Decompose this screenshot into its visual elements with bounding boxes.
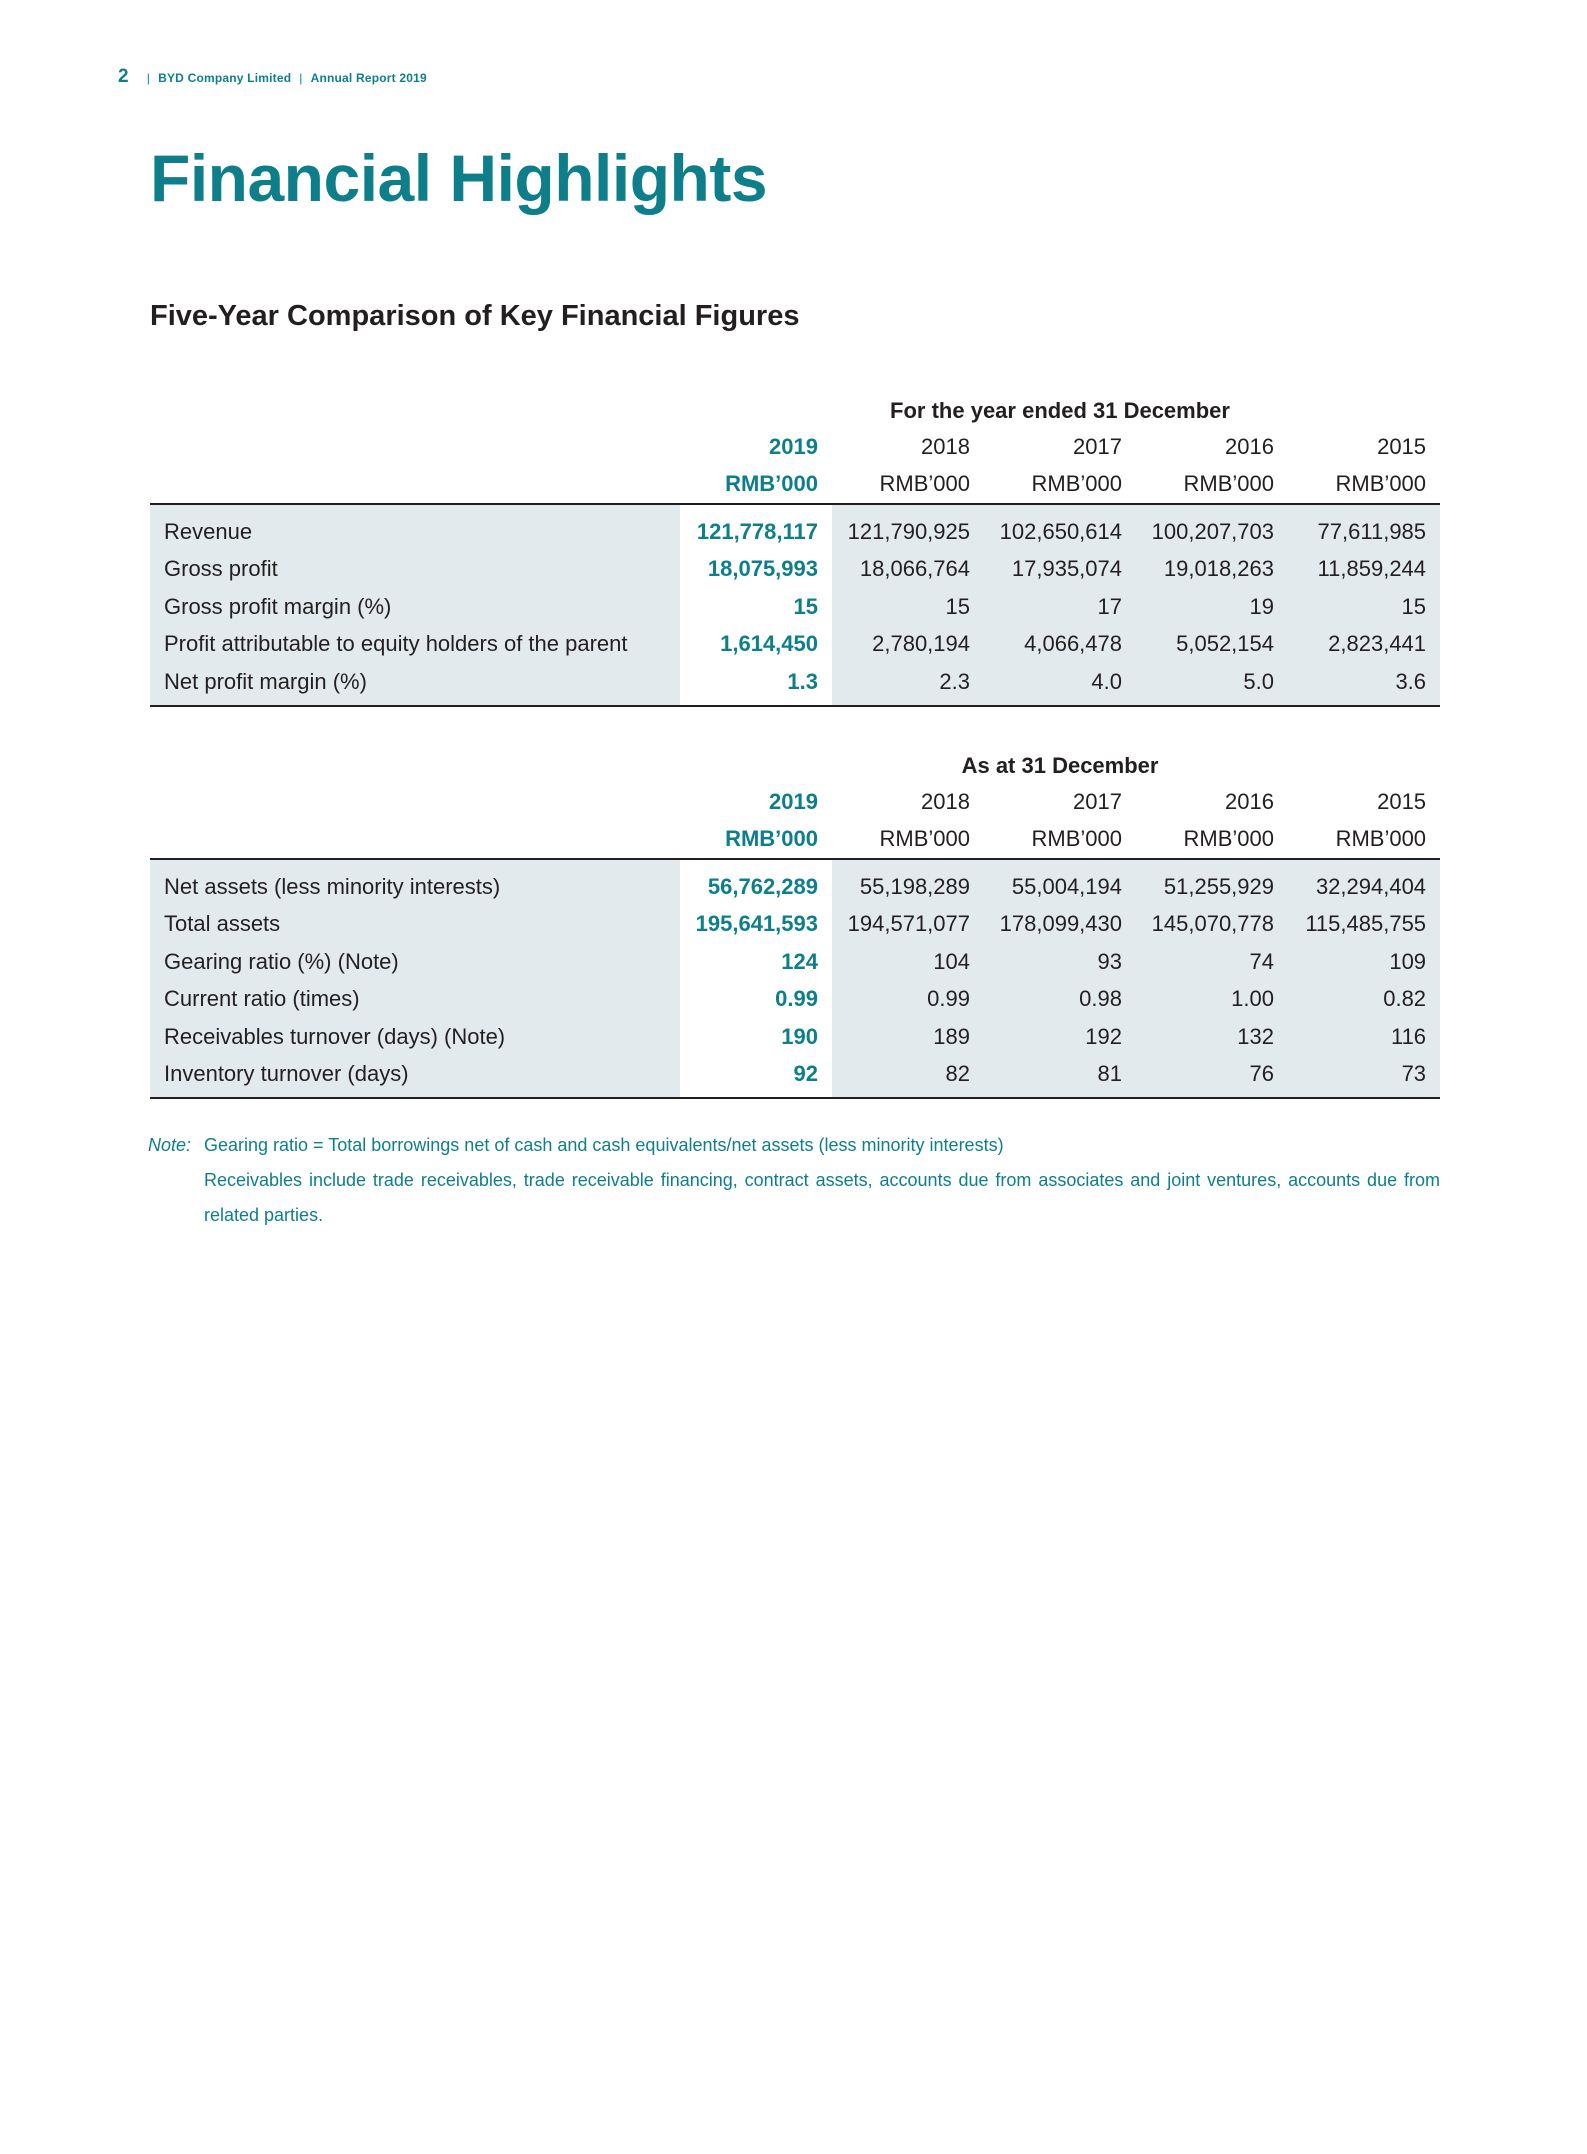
cell-value: 76 bbox=[1136, 1056, 1288, 1099]
unit-header: RMB’000 bbox=[1288, 820, 1440, 859]
cell-value: 93 bbox=[984, 943, 1136, 981]
cell-value: 190 bbox=[680, 1018, 832, 1056]
unit-header: RMB’000 bbox=[1288, 465, 1440, 504]
note-receivables: Receivables include trade receivables, trade receivable financing, contract assets, accounts due from associates and joint ventures, accounts due from related parties. bbox=[204, 1170, 1440, 1225]
cell-value: 192 bbox=[984, 1018, 1136, 1056]
cell-value: 115,485,755 bbox=[1288, 906, 1440, 944]
cell-value: 124 bbox=[680, 943, 832, 981]
cell-value: 56,762,289 bbox=[680, 859, 832, 906]
running-header bbox=[118, 66, 427, 88]
year-header: 2019 bbox=[769, 433, 818, 459]
cell-value: 100,207,703 bbox=[1136, 504, 1288, 551]
cell-value: 195,641,593 bbox=[680, 906, 832, 944]
table-row bbox=[150, 663, 1440, 706]
period-header-row bbox=[150, 380, 1440, 428]
cell-value: 1.3 bbox=[680, 663, 832, 706]
cell-value: 82 bbox=[832, 1056, 984, 1099]
cell-value: 1,614,450 bbox=[680, 626, 832, 664]
table-row bbox=[150, 551, 1440, 589]
cell-value: 109 bbox=[1288, 943, 1440, 981]
unit-header-row bbox=[150, 820, 1440, 859]
cell-value: 73 bbox=[1288, 1056, 1440, 1099]
cell-value: 15 bbox=[1288, 588, 1440, 626]
cell-value: 104 bbox=[832, 943, 984, 981]
cell-value: 2,780,194 bbox=[832, 626, 984, 664]
row-label: Gearing ratio (%) (Note) bbox=[150, 943, 680, 981]
header-divider: | bbox=[299, 71, 303, 85]
year-header: 2015 bbox=[1377, 788, 1427, 814]
note-body bbox=[204, 1128, 1440, 1233]
year-header: 2015 bbox=[1377, 433, 1427, 459]
cell-value: 32,294,404 bbox=[1288, 859, 1440, 906]
page-title: Financial Highlights bbox=[150, 141, 768, 215]
table-row bbox=[150, 1018, 1440, 1056]
income-table bbox=[150, 380, 1440, 707]
year-header: 2017 bbox=[1073, 433, 1122, 459]
period-header-row bbox=[150, 735, 1440, 783]
table-row bbox=[150, 906, 1440, 944]
cell-value: 17,935,074 bbox=[984, 551, 1136, 589]
cell-value: 74 bbox=[1136, 943, 1288, 981]
header-report: Annual Report 2019 bbox=[310, 71, 427, 85]
cell-value: 145,070,778 bbox=[1136, 906, 1288, 944]
year-header: 2016 bbox=[1225, 433, 1274, 459]
note-gearing-ratio: Gearing ratio = Total borrowings net of cash and cash equivalents/net assets (less minority interests) bbox=[204, 1135, 1004, 1155]
table-row bbox=[150, 626, 1440, 664]
year-header: 2019 bbox=[769, 788, 818, 814]
row-label: Gross profit bbox=[150, 551, 680, 589]
cell-value: 18,066,764 bbox=[832, 551, 984, 589]
cell-value: 189 bbox=[832, 1018, 984, 1056]
cell-value: 121,778,117 bbox=[680, 504, 832, 551]
year-header: 2018 bbox=[921, 433, 970, 459]
row-label: Revenue bbox=[150, 504, 680, 551]
year-header: 2016 bbox=[1225, 788, 1274, 814]
cell-value: 77,611,985 bbox=[1288, 504, 1440, 551]
cell-value: 5,052,154 bbox=[1136, 626, 1288, 664]
year-header: 2017 bbox=[1073, 788, 1122, 814]
cell-value: 55,004,194 bbox=[984, 859, 1136, 906]
row-label: Receivables turnover (days) (Note) bbox=[150, 1018, 680, 1056]
unit-header: RMB’000 bbox=[1136, 820, 1288, 859]
cell-value: 0.82 bbox=[1288, 981, 1440, 1019]
cell-value: 0.99 bbox=[680, 981, 832, 1019]
cell-value: 2.3 bbox=[832, 663, 984, 706]
notes-section bbox=[148, 1128, 1440, 1233]
cell-value: 194,571,077 bbox=[832, 906, 984, 944]
cell-value: 51,255,929 bbox=[1136, 859, 1288, 906]
unit-header: RMB’000 bbox=[984, 820, 1136, 859]
row-label: Inventory turnover (days) bbox=[150, 1056, 680, 1099]
cell-value: 102,650,614 bbox=[984, 504, 1136, 551]
unit-header: RMB’000 bbox=[832, 820, 984, 859]
cell-value: 121,790,925 bbox=[832, 504, 984, 551]
header-divider: | bbox=[146, 71, 151, 85]
cell-value: 15 bbox=[832, 588, 984, 626]
row-label: Gross profit margin (%) bbox=[150, 588, 680, 626]
cell-value: 17 bbox=[984, 588, 1136, 626]
period-label: For the year ended 31 December bbox=[890, 398, 1230, 423]
cell-value: 81 bbox=[984, 1056, 1136, 1099]
unit-header: RMB’000 bbox=[1136, 465, 1288, 504]
cell-value: 55,198,289 bbox=[832, 859, 984, 906]
cell-value: 18,075,993 bbox=[680, 551, 832, 589]
note-label: Note: bbox=[148, 1135, 192, 1155]
unit-header-row bbox=[150, 465, 1440, 504]
table-row bbox=[150, 1056, 1440, 1099]
cell-value: 2,823,441 bbox=[1288, 626, 1440, 664]
cell-value: 0.99 bbox=[832, 981, 984, 1019]
cell-value: 15 bbox=[680, 588, 832, 626]
row-label: Current ratio (times) bbox=[150, 981, 680, 1019]
cell-value: 5.0 bbox=[1136, 663, 1288, 706]
cell-value: 4.0 bbox=[984, 663, 1136, 706]
row-label: Total assets bbox=[150, 906, 680, 944]
cell-value: 3.6 bbox=[1288, 663, 1440, 706]
row-label: Net assets (less minority interests) bbox=[150, 859, 680, 906]
cell-value: 19 bbox=[1136, 588, 1288, 626]
year-header-row bbox=[150, 783, 1440, 820]
page-number: 2 bbox=[118, 66, 129, 87]
table-row bbox=[150, 981, 1440, 1019]
unit-header: RMB’000 bbox=[680, 465, 832, 504]
unit-header: RMB’000 bbox=[680, 820, 832, 859]
cell-value: 178,099,430 bbox=[984, 906, 1136, 944]
cell-value: 11,859,244 bbox=[1288, 551, 1440, 589]
balance-table bbox=[150, 735, 1440, 1099]
cell-value: 116 bbox=[1288, 1018, 1440, 1056]
row-label: Net profit margin (%) bbox=[150, 663, 680, 706]
row-label: Profit attributable to equity holders of the parent bbox=[150, 626, 680, 664]
table-row bbox=[150, 943, 1440, 981]
cell-value: 4,066,478 bbox=[984, 626, 1136, 664]
cell-value: 19,018,263 bbox=[1136, 551, 1288, 589]
table-row bbox=[150, 504, 1440, 551]
year-header: 2018 bbox=[921, 788, 970, 814]
cell-value: 132 bbox=[1136, 1018, 1288, 1056]
unit-header: RMB’000 bbox=[832, 465, 984, 504]
header-company: BYD Company Limited bbox=[158, 71, 292, 85]
table-row bbox=[150, 859, 1440, 906]
year-header-row bbox=[150, 428, 1440, 465]
section-title: Five-Year Comparison of Key Financial Figures bbox=[150, 300, 800, 332]
table-row bbox=[150, 588, 1440, 626]
cell-value: 1.00 bbox=[1136, 981, 1288, 1019]
cell-value: 92 bbox=[680, 1056, 832, 1099]
cell-value: 0.98 bbox=[984, 981, 1136, 1019]
unit-header: RMB’000 bbox=[984, 465, 1136, 504]
period-label: As at 31 December bbox=[961, 753, 1159, 778]
